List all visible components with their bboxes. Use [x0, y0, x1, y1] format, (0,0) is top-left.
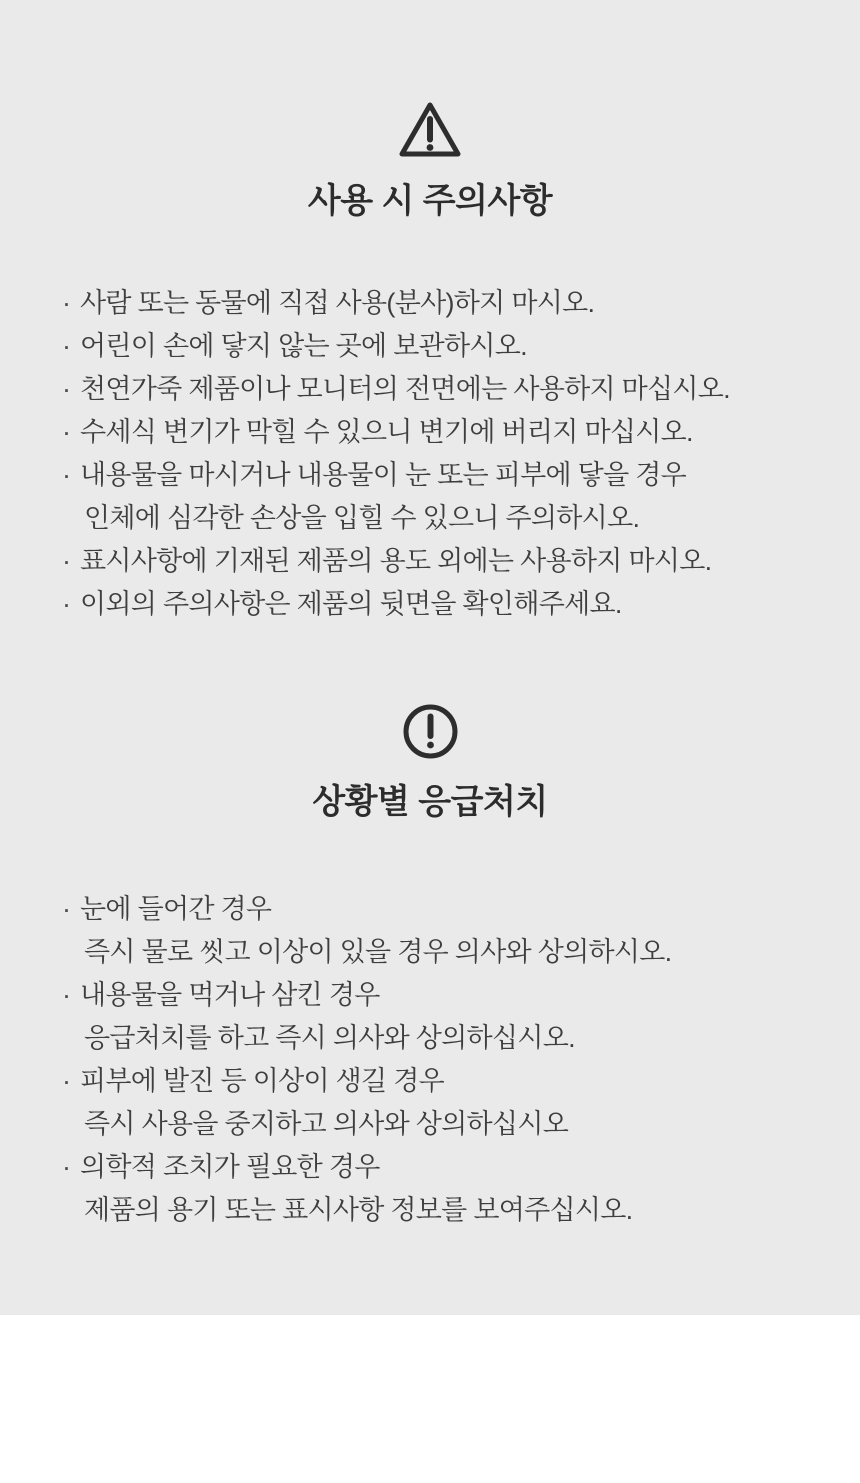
caution-item-subtext: 인체에 심각한 손상을 입힐 수 있으니 주의하시오.	[84, 503, 640, 533]
caution-item-text: 수세식 변기가 막힐 수 있으니 변기에 버리지 마십시오.	[80, 417, 693, 447]
first-aid-list	[0, 888, 860, 1232]
caution-list	[0, 282, 860, 626]
caution-item-text: 어린이 손에 닿지 않는 곳에 보관하시오.	[80, 331, 527, 361]
first-aid-item-text: 내용물을 먹거나 삼킨 경우	[80, 980, 380, 1010]
list-item	[62, 1146, 820, 1232]
bottom-white-area	[0, 1315, 860, 1483]
bullet-dot: ·	[62, 288, 71, 318]
list-item	[62, 325, 820, 368]
list-item	[62, 974, 820, 1060]
list-item	[62, 368, 820, 411]
usage-caution-section	[0, 0, 860, 626]
caution-item-text: 천연가죽 제품이나 모니터의 전면에는 사용하지 마십시오.	[80, 374, 730, 404]
bullet-dot: ·	[62, 331, 71, 361]
caution-item-text: 이외의 주의사항은 제품의 뒷면을 확인해주세요.	[80, 589, 622, 619]
list-item	[62, 540, 820, 583]
bullet-dot: ·	[62, 546, 71, 576]
first-aid-section	[0, 703, 860, 1232]
bullet-dot: ·	[62, 374, 71, 404]
first-aid-item-subtext: 제품의 용기 또는 표시사항 정보를 보여주십시오.	[84, 1195, 633, 1225]
bullet-dot: ·	[62, 1152, 71, 1182]
first-aid-item-text: 눈에 들어간 경우	[80, 894, 272, 924]
bullet-dot: ·	[62, 980, 71, 1010]
circle-exclamation-icon	[0, 703, 860, 760]
list-item	[62, 454, 820, 540]
first-aid-title: 상황별 응급처치	[312, 783, 548, 821]
warning-triangle-icon	[0, 0, 860, 159]
list-item	[62, 282, 820, 325]
caution-item-text: 내용물을 마시거나 내용물이 눈 또는 피부에 닿을 경우	[80, 460, 687, 490]
list-item	[62, 411, 820, 454]
first-aid-item-text: 피부에 발진 등 이상이 생길 경우	[80, 1066, 444, 1096]
caution-item-text: 사람 또는 동물에 직접 사용(분사)하지 마시오.	[80, 288, 595, 318]
list-item	[62, 888, 820, 974]
first-aid-item-text: 의학적 조치가 필요한 경우	[80, 1152, 380, 1182]
first-aid-item-subtext: 응급처치를 하고 즉시 의사와 상의하십시오.	[84, 1023, 575, 1053]
bullet-dot: ·	[62, 589, 71, 619]
list-item	[62, 583, 820, 626]
bullet-dot: ·	[62, 417, 71, 447]
usage-caution-title: 사용 시 주의사항	[307, 182, 553, 220]
first-aid-item-subtext: 즉시 사용을 중지하고 의사와 상의하십시오	[84, 1109, 569, 1139]
bullet-dot: ·	[62, 1066, 71, 1096]
bullet-dot: ·	[62, 460, 71, 490]
caution-item-text: 표시사항에 기재된 제품의 용도 외에는 사용하지 마시오.	[80, 546, 712, 576]
list-item	[62, 1060, 820, 1146]
first-aid-item-subtext: 즉시 물로 씻고 이상이 있을 경우 의사와 상의하시오.	[84, 937, 672, 967]
bullet-dot: ·	[62, 894, 71, 924]
